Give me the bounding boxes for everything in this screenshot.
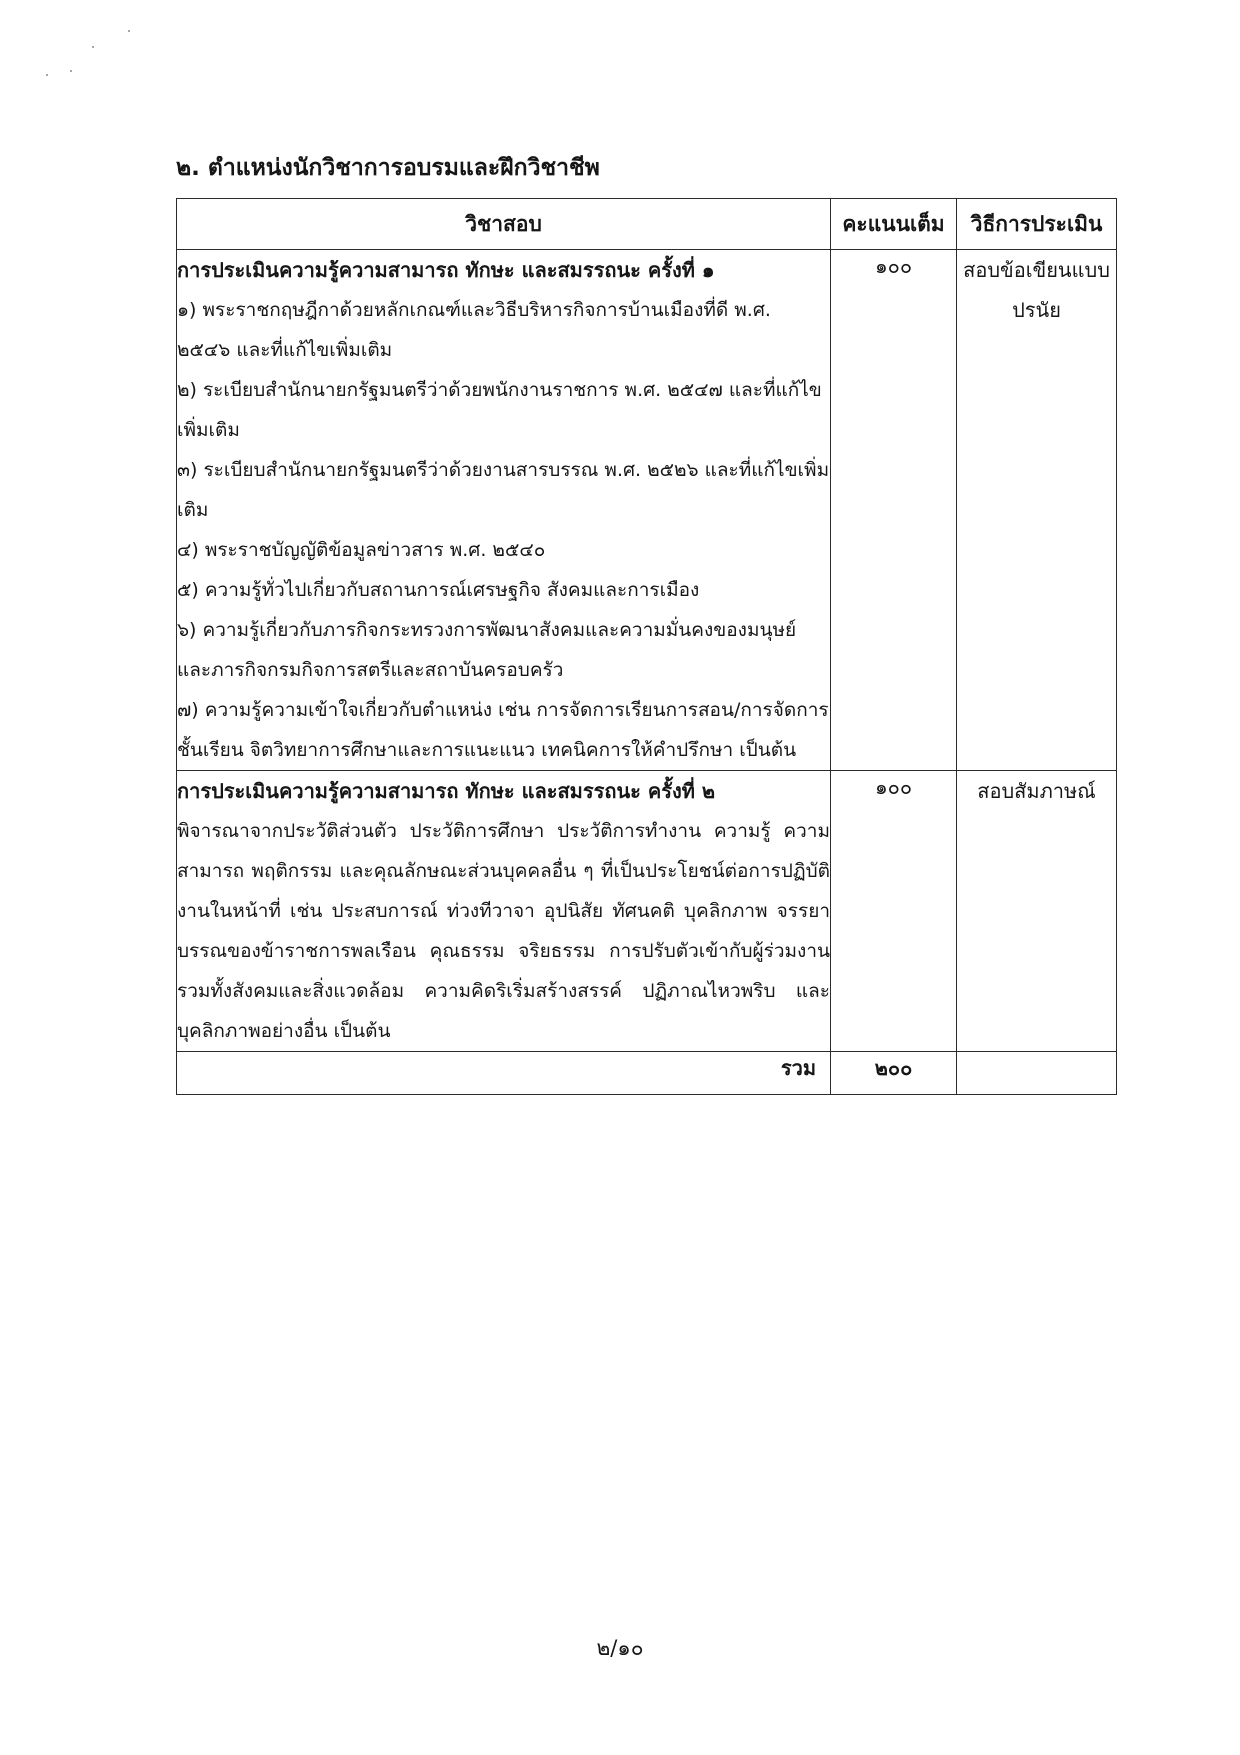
assessment-description: พิจารณาจากประวัติส่วนตัว ประวัติการศึกษา ประวัติการทำงาน ความรู้ ความสามารถ พฤติกรรม และคุณลักษณะส่วนบุคคลอื่น ๆ ที่เป็นประโยชน์ต่อการปฏิบัติงานในหน้าที่ เช่น ประสบการณ์ ท่วงทีวาจา อุปนิสัย ทัศนคติ บุคลิกภาพ จรรยาบรรณของข้าราชการพลเรือน คุณธรรม จริยธรรม การปรับตัวเข้ากับผู้ร่วมงาน รวมทั้งสังคมและสิ่งแวดล้อม ความคิดริเริ่มสร้างสรรค์ ปฏิภาณไหวพริบ และบุคลิกภาพอย่างอื่น เป็นต้น [177, 820, 830, 1042]
assessment-method: สอบข้อเขียนแบบปรนัย [957, 250, 1117, 771]
list-item: ๖) ความรู้เกี่ยวกับภารกิจกระทรวงการพัฒนาสังคมและความมั่นคงของมนุษย์ และภารกิจกรมกิจการสตรีและสถาบันครอบครัว [177, 619, 797, 681]
total-score: ๒๐๐ [831, 1052, 957, 1095]
total-label: รวม [177, 1052, 831, 1095]
section-heading: ๒. ตำแหน่งนักวิชาการอบรมและฝึกวิชาชีพ [176, 155, 600, 181]
table-row [177, 250, 1117, 771]
scan-speck [128, 30, 130, 32]
list-item: ๕) ความรู้ทั่วไปเกี่ยวกับสถานการณ์เศรษฐกิจ สังคมและการเมือง [177, 579, 700, 601]
subject-cell [177, 771, 831, 1052]
table-row [177, 771, 1117, 1052]
full-score-value: ๑๐๐ [831, 771, 957, 1052]
table-header-row [177, 199, 1117, 250]
subject-cell [177, 250, 831, 771]
list-item: ๓) ระเบียบสำนักนายกรัฐมนตรีว่าด้วยงานสารบรรณ พ.ศ. ๒๕๒๖ และที่แก้ไขเพิ่มเติม [177, 459, 830, 521]
list-item: ๔) พระราชบัญญัติข้อมูลข่าวสาร พ.ศ. ๒๕๔๐ [177, 539, 546, 561]
list-item: ๑) พระราชกฤษฎีกาด้วยหลักเกณฑ์และวิธีบริหารกิจการบ้านเมืองที่ดี พ.ศ. ๒๕๔๖ และที่แก้ไขเพิ่มเติม [177, 299, 771, 361]
scan-speck [92, 46, 94, 48]
full-score-value: ๑๐๐ [831, 250, 957, 771]
exam-table [176, 198, 1117, 1095]
header-subject: วิชาสอบ [177, 199, 831, 250]
assessment-title: การประเมินความรู้ความสามารถ ทักษะ และสมรรถนะ ครั้งที่ ๑ [177, 258, 715, 282]
assessment-title: การประเมินความรู้ความสามารถ ทักษะ และสมรรถนะ ครั้งที่ ๒ [177, 779, 716, 803]
scan-speck [46, 74, 48, 76]
assessment-method: สอบสัมภาษณ์ [957, 771, 1117, 1052]
page-number: ๒/๑๐ [596, 1636, 644, 1660]
scan-speck [70, 70, 72, 72]
list-item: ๒) ระเบียบสำนักนายกรัฐมนตรีว่าด้วยพนักงานราชการ พ.ศ. ๒๕๔๗ และที่แก้ไขเพิ่มเติม [177, 379, 822, 441]
list-item: ๗) ความรู้ความเข้าใจเกี่ยวกับตำแหน่ง เช่น การจัดการเรียนการสอน/การจัดการชั้นเรียน จิตวิทยาการศึกษาและการแนะแนว เทคนิคการให้คำปรึกษา เป็นต้น [177, 699, 829, 761]
header-method: วิธีการประเมิน [957, 199, 1117, 250]
total-method-empty [957, 1052, 1117, 1095]
header-full-score: คะแนนเต็ม [831, 199, 957, 250]
total-row [177, 1052, 1117, 1095]
